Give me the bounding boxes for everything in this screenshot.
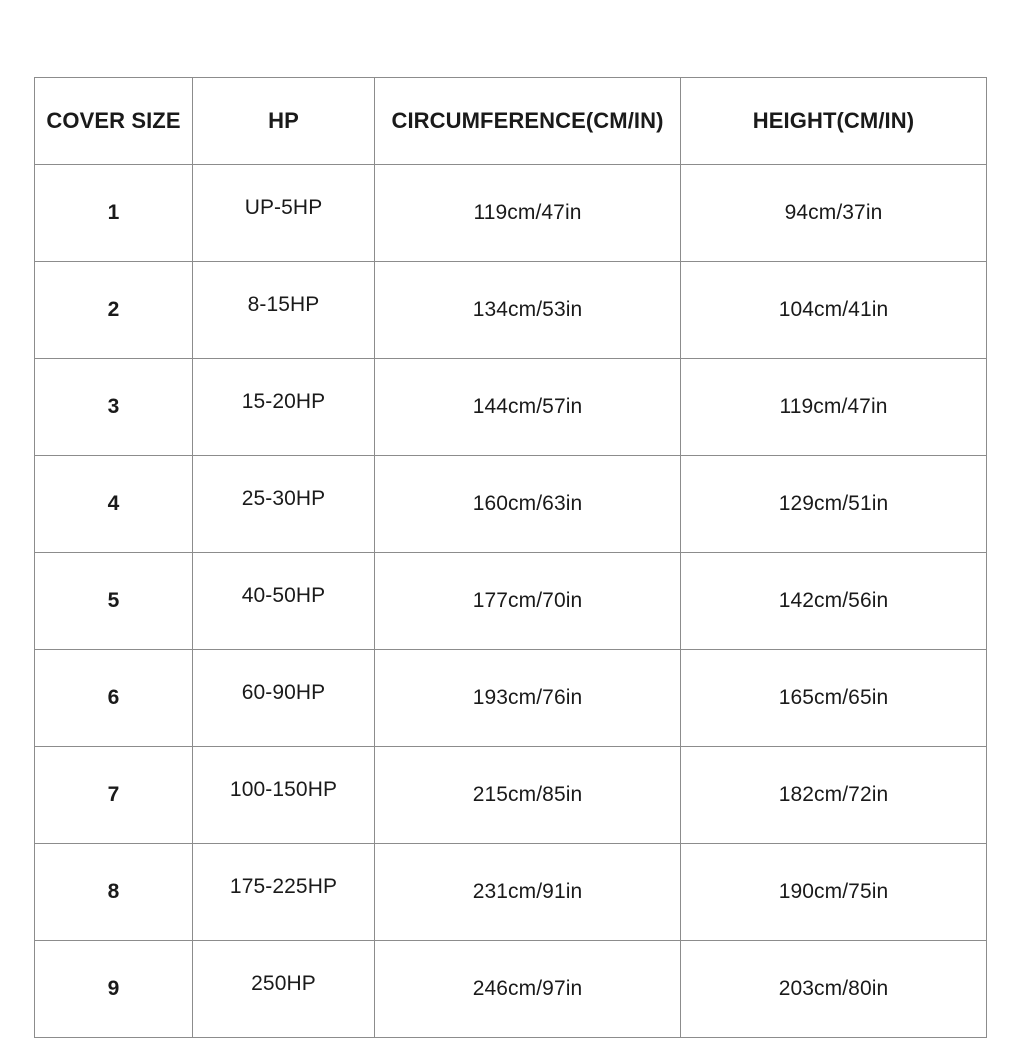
cover-size-cell: 3: [35, 359, 193, 456]
cover-size-cell: 2: [35, 262, 193, 359]
height-cell: 142cm/56in: [681, 553, 987, 650]
circumference-cell: 177cm/70in: [375, 553, 681, 650]
hp-cell: 25-30HP: [193, 456, 375, 553]
hp-cell: 100-150HP: [193, 747, 375, 844]
height-cell: 190cm/75in: [681, 844, 987, 941]
height-cell: 94cm/37in: [681, 165, 987, 262]
circumference-cell: 160cm/63in: [375, 456, 681, 553]
circumference-cell: 231cm/91in: [375, 844, 681, 941]
hp-cell: UP-5HP: [193, 165, 375, 262]
cover-size-cell: 1: [35, 165, 193, 262]
table-row: [35, 262, 987, 359]
hp-cell: 175-225HP: [193, 844, 375, 941]
height-cell: 182cm/72in: [681, 747, 987, 844]
height-cell: 119cm/47in: [681, 359, 987, 456]
cover-size-cell: 7: [35, 747, 193, 844]
circumference-cell: 246cm/97in: [375, 941, 681, 1038]
table-row: [35, 359, 987, 456]
height-cell: 129cm/51in: [681, 456, 987, 553]
hp-cell: 15-20HP: [193, 359, 375, 456]
cover-size-cell: 4: [35, 456, 193, 553]
hp-cell: 8-15HP: [193, 262, 375, 359]
table-row: [35, 650, 987, 747]
table-row: [35, 165, 987, 262]
header-hp: HP: [193, 78, 375, 165]
table-row: [35, 456, 987, 553]
size-chart-table: [34, 77, 987, 1038]
table-header-row: [35, 78, 987, 165]
circumference-cell: 119cm/47in: [375, 165, 681, 262]
header-height: HEIGHT(CM/IN): [681, 78, 987, 165]
cover-size-cell: 5: [35, 553, 193, 650]
height-cell: 203cm/80in: [681, 941, 987, 1038]
cover-size-cell: 6: [35, 650, 193, 747]
circumference-cell: 193cm/76in: [375, 650, 681, 747]
header-circumference: CIRCUMFERENCE(CM/IN): [375, 78, 681, 165]
table-row: [35, 553, 987, 650]
hp-cell: 250HP: [193, 941, 375, 1038]
hp-cell: 40-50HP: [193, 553, 375, 650]
height-cell: 165cm/65in: [681, 650, 987, 747]
cover-size-cell: 9: [35, 941, 193, 1038]
circumference-cell: 134cm/53in: [375, 262, 681, 359]
table-row: [35, 747, 987, 844]
circumference-cell: 215cm/85in: [375, 747, 681, 844]
table-row: [35, 941, 987, 1038]
header-cover-size: COVER SIZE: [35, 78, 193, 165]
table-row: [35, 844, 987, 941]
hp-cell: 60-90HP: [193, 650, 375, 747]
cover-size-cell: 8: [35, 844, 193, 941]
height-cell: 104cm/41in: [681, 262, 987, 359]
circumference-cell: 144cm/57in: [375, 359, 681, 456]
